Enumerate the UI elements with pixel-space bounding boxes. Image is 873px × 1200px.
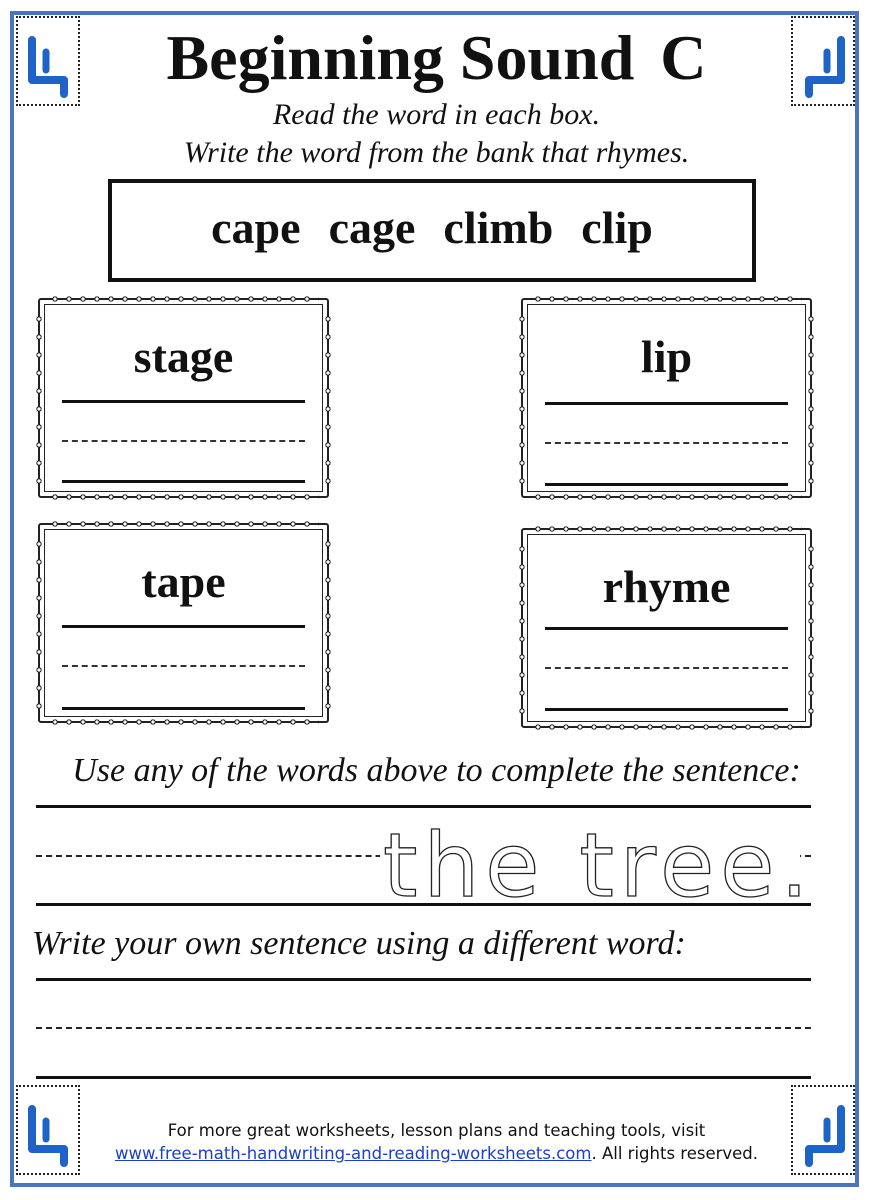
- sentence-line-top[interactable]: [36, 805, 811, 808]
- word-bank-item: climb: [443, 202, 554, 253]
- corner-badge-bottom-right: [791, 1085, 855, 1175]
- word-bank-item: cage: [328, 202, 416, 253]
- own-sentence-line-base: [36, 1076, 811, 1079]
- writing-line-base: [545, 483, 788, 486]
- footer-line-1: For more great worksheets, lesson plans and teaching tools, visit: [167, 1121, 706, 1140]
- card-word: lip: [640, 331, 693, 382]
- rhyme-card-rhyme: [521, 528, 812, 728]
- writing-line-top[interactable]: [545, 627, 788, 630]
- writing-line-top[interactable]: [545, 402, 788, 405]
- own-sentence-line-top[interactable]: [36, 978, 811, 981]
- footer-line-2: [80, 1144, 793, 1163]
- word-bank-item: clip: [581, 202, 653, 253]
- page-title: [0, 18, 873, 98]
- card-word: rhyme: [602, 561, 731, 612]
- card-word: stage: [133, 331, 234, 382]
- trace-text: the tree.: [383, 814, 815, 917]
- corner-badge-bottom-left: [16, 1085, 80, 1175]
- writing-line-mid: [62, 665, 305, 667]
- writing-line-top[interactable]: [62, 625, 305, 628]
- card-word: tape: [141, 556, 226, 607]
- rhyme-card-lip: [521, 298, 812, 498]
- writing-line-base: [62, 707, 305, 710]
- writing-line-mid: [62, 440, 305, 442]
- title-text: Beginning Sound: [166, 22, 635, 93]
- writing-line-base: [62, 480, 305, 483]
- writing-line-mid: [545, 667, 788, 669]
- instruction-line-2: Write the word from the bank that rhymes.: [183, 136, 690, 169]
- writing-line-top[interactable]: [62, 400, 305, 403]
- rhyme-card-tape: [38, 523, 329, 723]
- title-letter: C: [660, 22, 707, 93]
- instruction-line-1: Read the word in each box.: [272, 98, 601, 131]
- footer-link[interactable]: www.free-math-handwriting-and-reading-worksheets.com: [114, 1144, 592, 1163]
- sentence-prompt: Use any of the words above to complete the sentence:: [72, 752, 801, 789]
- own-sentence-prompt: Write your own sentence using a different word:: [32, 925, 686, 962]
- l-shape-icon: [24, 1095, 74, 1167]
- l-shape-icon: [799, 1095, 849, 1167]
- own-sentence-line-mid: [36, 1027, 811, 1029]
- word-bank-item: cape: [211, 202, 301, 253]
- footer-rights: . All rights reserved.: [591, 1144, 759, 1163]
- writing-line-base: [545, 708, 788, 711]
- word-bank: [108, 179, 756, 282]
- rhyme-card-stage: [38, 298, 329, 498]
- sentence-line-base: [36, 903, 811, 906]
- writing-line-mid: [545, 442, 788, 444]
